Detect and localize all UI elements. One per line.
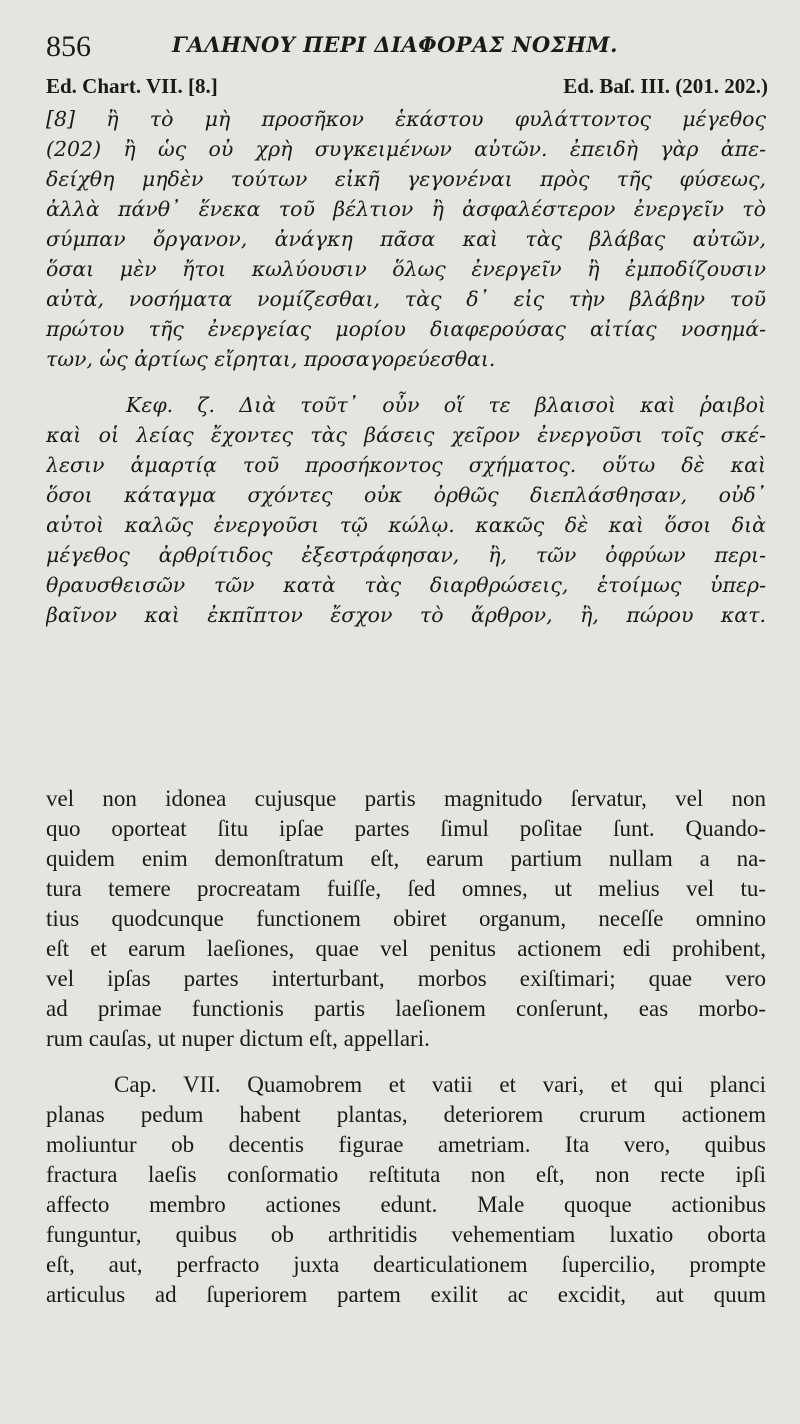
edition-references: [46, 74, 768, 102]
greek-line: των, ὡς ἀρτίως εἴρηται, προσαγορεύεσθαι.: [46, 347, 496, 371]
latin-chapter-heading-line: Cap. VII. Quamobrem et vatii et vari, et qui planci: [114, 1072, 766, 1097]
greek-line: αὐτὰ, νοσήματα νομίζεσθαι, τὰς δ᾽ εἰς τὴν βλάβην τοῦ: [46, 287, 766, 311]
greek-line: σύμπαν ὄργανον, ἀνάγκη πᾶσα καὶ τὰς βλάβας αὐτῶν,: [46, 227, 766, 251]
latin-line: fractura laeſis conſormatio reſtituta non eſt, non recte ipſi: [46, 1162, 766, 1187]
greek-line: λεσιν ἁμαρτίᾳ τοῦ προσήκοντος σχήματος. οὕτω δὲ καὶ: [46, 453, 766, 477]
latin-line: planas pedum habent plantas, deteriorem crurum actionem: [46, 1102, 766, 1127]
page-header: [46, 28, 766, 68]
latin-line: eſt et earum laeſiones, quae vel penitus actionem edi prohibent,: [46, 936, 766, 961]
greek-line: (202) ἢ ὡς οὐ χρὴ συγκειμένων αὐτῶν. ἐπειδὴ γὰρ ἀπε-: [46, 137, 766, 161]
greek-line: δείχθη μηδὲν τούτων εἰκῆ γεγονέναι πρὸς τῆς φύσεως,: [46, 167, 766, 191]
paragraph-gap: [46, 374, 766, 390]
latin-line: quo oporteat ſitu ipſae partes ſimul poſitae ſunt. Quando-: [46, 816, 766, 841]
latin-line: funguntur, quibus ob arthritidis vehementiam luxatio oborta: [46, 1222, 766, 1247]
greek-line: μέγεθος ἀρθρίτιδος ἐξεστράφησαν, ἢ, τῶν ὀφρύων περι-: [46, 543, 766, 567]
latin-line: ad primae functionis partis laeſionem conſerunt, eas morbo-: [46, 996, 766, 1021]
greek-line: ὅσοι κάταγμα σχόντες οὐκ ὀρθῶς διεπλάσθησαν, οὐδ᾽: [46, 483, 766, 507]
greek-text: [46, 104, 766, 630]
page-number: 856: [46, 30, 91, 63]
latin-line: rum cauſas, ut nuper dictum eſt, appellari.: [46, 1026, 430, 1051]
greek-line: θραυσθεισῶν τῶν κατὰ τὰς διαρθρώσεις, ἑτοίμως ὑπερ-: [46, 573, 766, 597]
greek-line: πρώτου τῆς ἐνεργείας μορίου διαφερούσας αἰτίας νοσημά-: [46, 317, 766, 341]
latin-line: articulus ad ſuperiorem partem exilit ac excidit, aut quum: [46, 1282, 766, 1307]
greek-line: καὶ οἱ λείας ἔχοντες τὰς βάσεις χεῖρον ἐνεργοῦσι τοῖς σκέ-: [46, 423, 766, 447]
latin-line: tura temere procreatam fuiſſe, ſed omnes, ut melius vel tu-: [46, 876, 766, 901]
greek-line: βαῖνον καὶ ἐκπῖπτον ἔσχον τὸ ἄρθρον, ἢ, πώρου κατ.: [46, 603, 766, 627]
latin-line: vel ipſas partes interturbant, morbos exiſtimari; quae vero: [46, 966, 766, 991]
latin-line: tius quodcunque functionem obiret organum, neceſſe omnino: [46, 906, 766, 931]
latin-line: affecto membro actiones edunt. Male quoque actionibus: [46, 1192, 766, 1217]
latin-text: [46, 784, 766, 1310]
latin-line: vel non idonea cujusque partis magnitudo ſervatur, vel non: [46, 786, 766, 811]
paragraph-gap: [46, 1054, 766, 1070]
greek-line: αὐτοὶ καλῶς ἐνεργοῦσι τῷ κώλῳ. κακῶς δὲ καὶ ὅσοι διὰ: [46, 513, 766, 537]
greek-chapter-heading-line: Κεφ. ζ. Διὰ τοῦτ᾽ οὖν οἵ τε βλαισοὶ καὶ ῥαιβοὶ: [126, 393, 766, 417]
latin-line: eſt, aut, perfracto juxta dearticulationem ſupercilio, prompte: [46, 1252, 766, 1277]
latin-line: quidem enim demonſtratum eſt, earum partium nullam a na-: [46, 846, 766, 871]
greek-line: [8] ἢ τὸ μὴ προσῆκον ἑκάστου φυλάττοντος μέγεθος: [46, 107, 766, 131]
greek-line: ὅσαι μὲν ἤτοι κωλύουσιν ὅλως ἐνεργεῖν ἢ ἐμποδίζουσιν: [46, 257, 766, 281]
latin-line: moliuntur ob decentis figurae ametriam. Ita vero, quibus: [46, 1132, 766, 1157]
edition-chartier-ref: Ed. Chart. VII. [8.]: [46, 74, 218, 98]
greek-line: ἀλλὰ πάνθ᾽ ἕνεκα τοῦ βέλτιον ἢ ἀσφαλέστερον ἐνεργεῖν τὸ: [46, 197, 766, 221]
running-title: ΓΑΛΗΝΟΥ ΠΕΡΙ ΔΙΑΦΟΡΑΣ ΝΟΣΗΜ.: [172, 32, 618, 57]
edition-basel-ref: Ed. Baſ. III. (201. 202.): [563, 74, 768, 98]
